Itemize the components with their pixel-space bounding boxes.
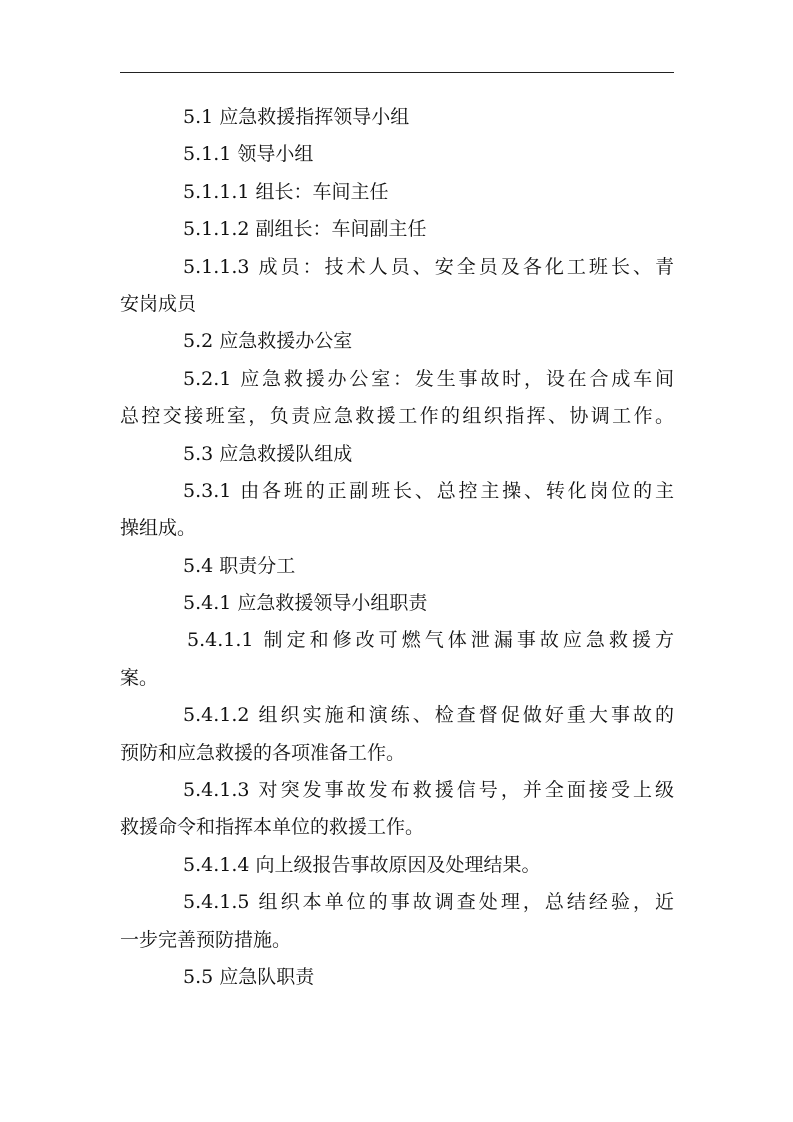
text-line: 5.2 应急救援办公室 [183, 330, 353, 353]
text-line: 5.5 应急队职责 [183, 965, 315, 988]
heading-5-1 [120, 99, 674, 136]
text-line: 5.3.1 由各班的正副班长、总控主操、转化岗位的主 [183, 479, 674, 502]
text-line: 5.4.1.5 组织本单位的事故调查处理，总结经验，近 [183, 891, 674, 914]
text-line: 总控交接班室，负责应急救援工作的组织指挥、协调工作。 [120, 405, 674, 428]
heading-5-5 [120, 959, 674, 996]
text-line: 5.3 应急救援队组成 [183, 442, 353, 465]
item-5-4-1-3 [120, 772, 674, 847]
document-body [120, 99, 674, 996]
item-5-1-1-2 [120, 211, 674, 248]
text-line: 5.1.1 领导小组 [183, 143, 314, 166]
item-5-4-1-1 [120, 622, 674, 697]
item-5-1-1-3 [120, 249, 674, 324]
text-line: 5.4.1.1 制定和修改可燃气体泄漏事故应急救援方 [187, 629, 674, 652]
heading-5-2 [120, 323, 674, 360]
item-5-1-1-1 [120, 174, 674, 211]
text-line: 5.4 职责分工 [183, 554, 296, 577]
item-5-4-1-4 [120, 847, 674, 884]
text-line: 案。 [120, 666, 159, 689]
heading-5-3 [120, 436, 674, 473]
heading-5-1-1 [120, 136, 674, 173]
text-line: 5.4.1.3 对突发事故发布救援信号，并全面接受上级 [183, 779, 674, 802]
heading-5-4 [120, 548, 674, 585]
item-5-4-1-5 [120, 884, 674, 959]
item-5-3-1 [120, 473, 674, 548]
text-line: 5.2.1 应急救援办公室：发生事故时，设在合成车间 [183, 367, 674, 390]
item-5-4-1-2 [120, 697, 674, 772]
text-line: 5.1.1.1 组长：车间主任 [183, 180, 389, 203]
text-line: 5.1 应急救援指挥领导小组 [183, 106, 410, 128]
text-line: 安岗成员 [120, 292, 197, 315]
text-line: 预防和应急救援的各项准备工作。 [120, 741, 406, 764]
text-line: 操组成。 [120, 517, 197, 540]
text-line: 5.4.1 应急救援领导小组职责 [183, 592, 428, 615]
header-rule [120, 72, 674, 73]
text-line: 5.1.1.2 副组长：车间副主任 [183, 218, 427, 241]
text-line: 5.1.1.3 成员：技术人员、安全员及各化工班长、青 [183, 255, 674, 278]
text-line: 5.4.1.4 向上级报告事故原因及处理结果。 [183, 853, 541, 876]
item-5-2-1 [120, 361, 674, 436]
text-line: 5.4.1.2 组织实施和演练、检查督促做好重大事故的 [183, 704, 674, 727]
heading-5-4-1 [120, 585, 674, 622]
text-line: 一步完善预防措施。 [120, 928, 292, 951]
text-line: 救援命令和指挥本单位的救援工作。 [120, 816, 425, 839]
